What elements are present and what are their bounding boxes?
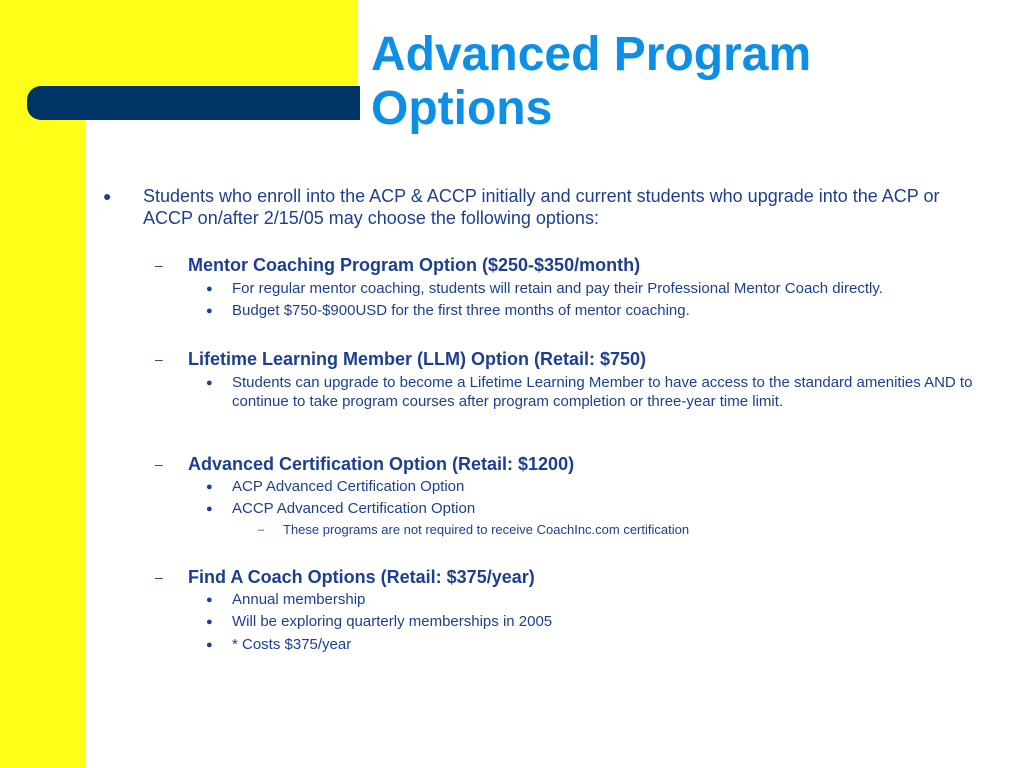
option-heading-text: Lifetime Learning Member (LLM) Option (Retail: $750)	[188, 349, 647, 369]
slide-title-line-2: Options	[371, 82, 553, 135]
bullet-dot-icon: ●	[103, 188, 112, 204]
bullet-dot-icon: ●	[206, 481, 213, 493]
option-heading-text: Advanced Certification Option (Retail: $1200)	[188, 454, 575, 474]
list-item	[206, 280, 982, 299]
bullet-dot-icon: ●	[206, 639, 213, 651]
list-item	[206, 636, 982, 655]
list-item	[206, 613, 982, 632]
dash-icon: –	[155, 351, 163, 367]
option-heading-advanced-certification	[155, 453, 968, 475]
bullet-dot-icon: ●	[206, 616, 213, 628]
bullet-dot-icon: ●	[206, 594, 213, 606]
list-item-text: Will be exploring quarterly memberships in 2005	[232, 613, 553, 630]
option-heading-mentor-coaching	[155, 254, 968, 276]
dash-icon: –	[155, 456, 163, 472]
list-item-text: For regular mentor coaching, students will retain and pay their Professional Mentor Coach directly.	[232, 280, 883, 297]
bullet-dot-icon: ●	[206, 283, 213, 295]
sub-note-text: These programs are not required to receive CoachInc.com certification	[283, 522, 690, 537]
list-item-text: * Costs $375/year	[232, 636, 352, 653]
option-heading-text: Find A Coach Options (Retail: $375/year)	[188, 567, 535, 587]
list-item	[206, 374, 982, 411]
list-item-text: ACP Advanced Certification Option	[232, 478, 465, 495]
option-heading-text: Mentor Coaching Program Option ($250-$350/month)	[188, 255, 641, 275]
list-item	[206, 478, 982, 497]
list-item	[206, 500, 982, 519]
option-heading-find-a-coach	[155, 566, 968, 588]
list-item-text: Annual membership	[232, 591, 366, 608]
bullet-dot-icon: ●	[206, 503, 213, 515]
dash-icon: –	[258, 524, 265, 536]
option-heading-lifetime-learning	[155, 348, 968, 370]
bullet-dot-icon: ●	[206, 377, 213, 389]
dash-icon: –	[155, 569, 163, 585]
list-item	[206, 591, 982, 610]
intro-text: Students who enroll into the ACP & ACCP initially and current students who upgrade into the ACP or ACCP on/after 2/15/05 may choose the following options:	[143, 186, 940, 228]
list-item	[206, 302, 982, 321]
slide-title-line-1: Advanced Program	[371, 28, 812, 81]
bullet-dot-icon: ●	[206, 305, 213, 317]
list-item-text: Students can upgrade to become a Lifetime Learning Member to have access to the standard amenities AND to continue to take program courses after program completion or three-year time limit.	[232, 374, 973, 410]
list-item-text: Budget $750-$900USD for the first three months of mentor coaching.	[232, 302, 690, 319]
sub-note	[258, 522, 973, 538]
list-item-text: ACCP Advanced Certification Option	[232, 500, 476, 517]
dash-icon: –	[155, 257, 163, 273]
intro-bullet	[103, 185, 983, 229]
